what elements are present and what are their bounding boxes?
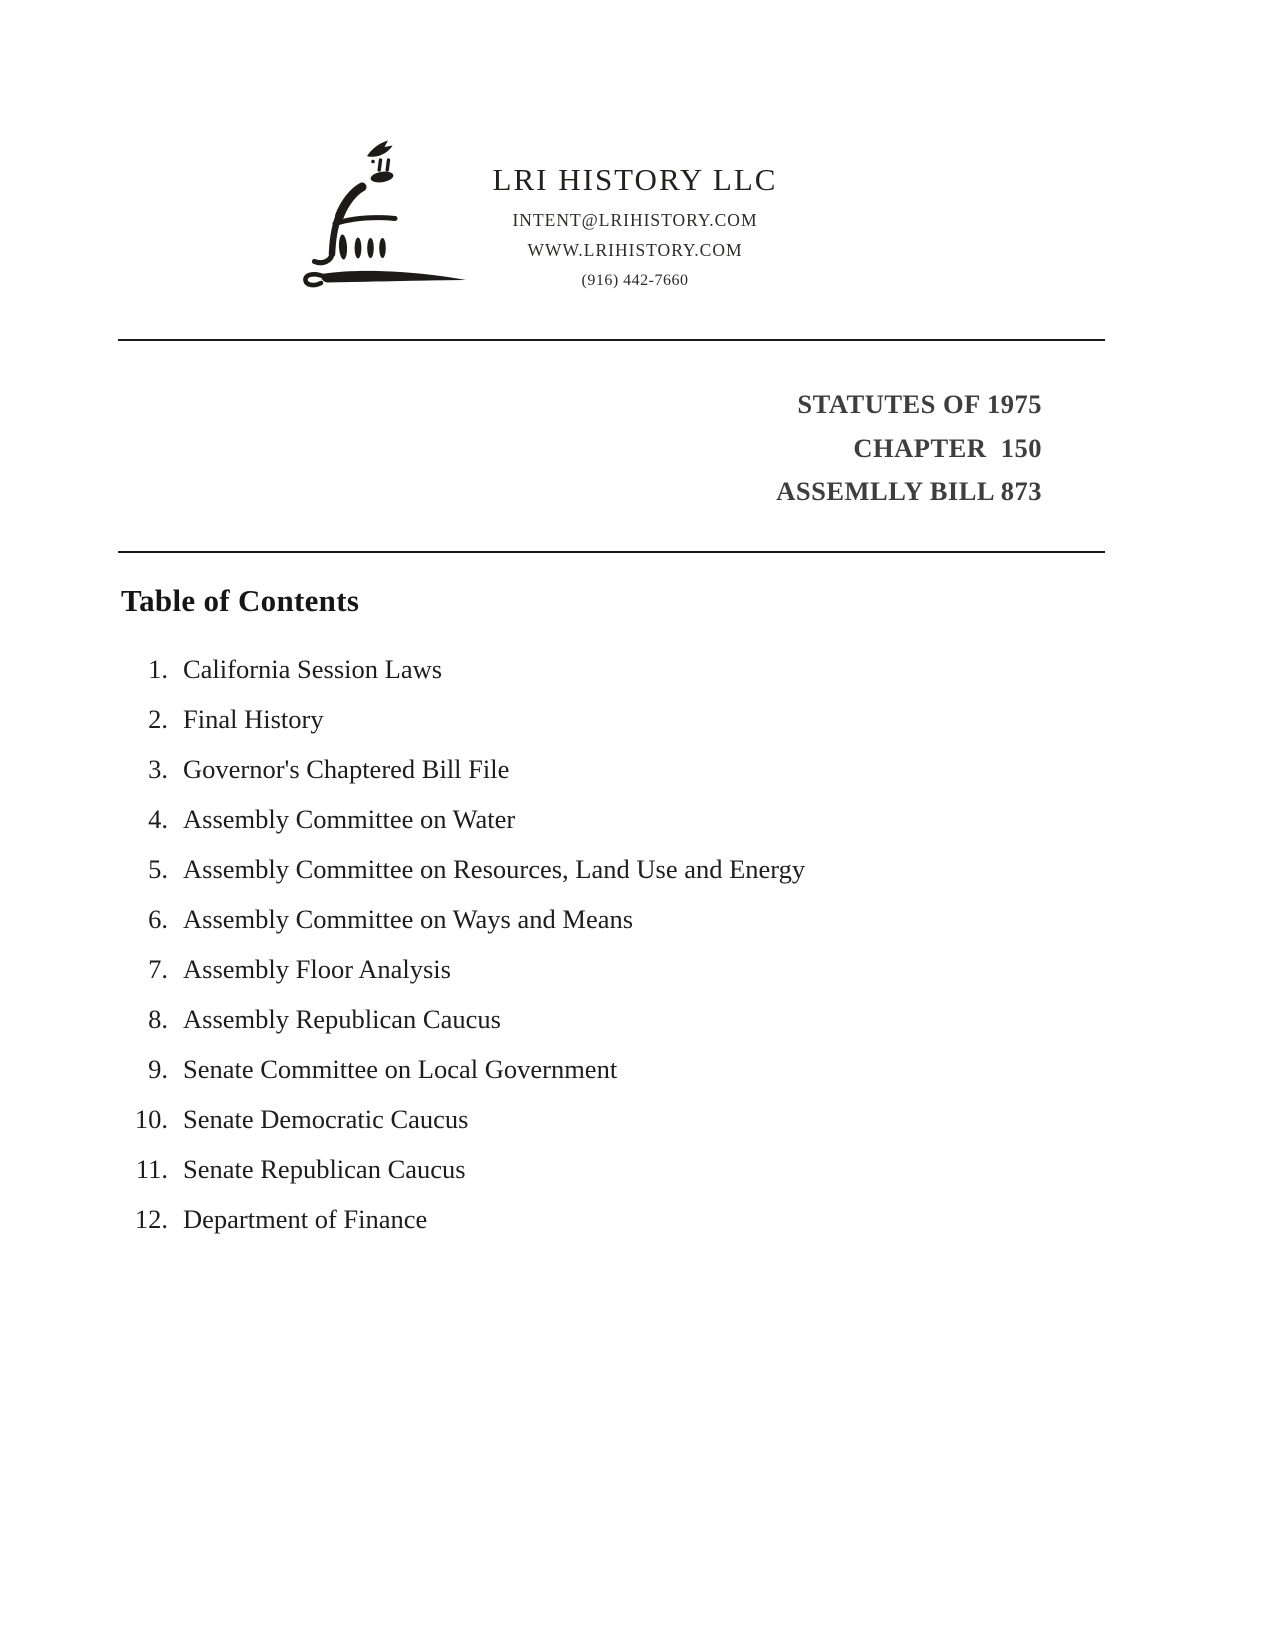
toc-item-number: 8. (148, 1004, 168, 1034)
toc-item-number: 10. (134, 1104, 168, 1134)
logo-column-1 (338, 234, 347, 259)
toc-item-number: 2. (148, 704, 168, 734)
logo-roof-line (335, 218, 395, 224)
divider-line-bottom (118, 551, 1105, 553)
toc-item (120, 806, 1120, 833)
logo-base-swoosh (321, 271, 466, 283)
toc-item-label: Final History (183, 704, 324, 734)
toc-item (120, 906, 1120, 933)
toc-item-label: Senate Democratic Caucus (183, 1104, 469, 1134)
logo-tick-2 (387, 160, 388, 170)
toc-item-number: 11. (135, 1154, 168, 1184)
logo-lantern (370, 170, 394, 184)
toc-item-number: 5. (148, 854, 168, 884)
toc-list (120, 656, 1120, 1256)
toc-item (120, 1106, 1120, 1133)
toc-item-label: Assembly Committee on Resources, Land Use and Energy (183, 854, 806, 884)
chapter-line: CHAPTER 150 (853, 432, 1042, 463)
toc-item-label: Assembly Committee on Water (183, 804, 516, 834)
toc-item-label: Senate Republican Caucus (183, 1154, 466, 1184)
logo-column-4 (379, 238, 386, 258)
toc-item-number: 9. (148, 1054, 168, 1084)
toc-item (120, 1156, 1120, 1183)
toc-item-label: Assembly Republican Caucus (183, 1004, 501, 1034)
title-block (776, 383, 1042, 514)
logo-tick-1 (379, 160, 380, 170)
toc-item-label: Assembly Floor Analysis (183, 954, 451, 984)
toc-item (120, 1056, 1120, 1083)
company-website: WWW.LRIHISTORY.COM (527, 240, 743, 260)
toc-item-label: Assembly Committee on Ways and Means (183, 904, 634, 934)
toc-item (120, 656, 1120, 683)
capitol-dome-logo-icon (298, 128, 474, 296)
company-phone: (916) 442-7660 (581, 272, 689, 289)
toc-item (120, 756, 1120, 783)
toc-item-number: 4. (148, 804, 168, 834)
company-name: LRI HISTORY LLC (492, 162, 778, 197)
company-email: INTENT@LRIHISTORY.COM (512, 210, 758, 230)
toc-item-label: Department of Finance (183, 1204, 428, 1234)
toc-item-label: Senate Committee on Local Government (183, 1054, 618, 1084)
logo-flag-stroke (367, 141, 393, 157)
toc-item-number: 7. (148, 954, 168, 984)
toc-item (120, 956, 1120, 983)
toc-item-number: 6. (148, 904, 168, 934)
toc-item-label: Governor's Chaptered Bill File (183, 754, 510, 784)
logo-tick-dot (371, 160, 375, 164)
toc-item (120, 706, 1120, 733)
logo-wall-hook (315, 254, 333, 263)
toc-item (120, 1206, 1120, 1233)
toc-item-number: 3. (148, 754, 168, 784)
toc-item-label: California Session Laws (183, 654, 443, 684)
letterhead (460, 163, 810, 291)
logo-column-3 (367, 238, 374, 258)
toc-item-number: 1. (148, 654, 168, 684)
logo-column-2 (355, 238, 362, 259)
statutes-line: STATUTES OF 1975 (797, 389, 1042, 419)
logo-dome-stroke (340, 187, 363, 216)
divider-line-top (118, 339, 1105, 341)
toc-item-number: 12. (134, 1204, 168, 1234)
toc-heading: Table of Contents (121, 583, 360, 618)
bill-line: ASSEMLLY BILL 873 (776, 476, 1042, 506)
toc-item (120, 1006, 1120, 1033)
logo-base-curl (305, 274, 325, 285)
toc-item (120, 856, 1120, 883)
